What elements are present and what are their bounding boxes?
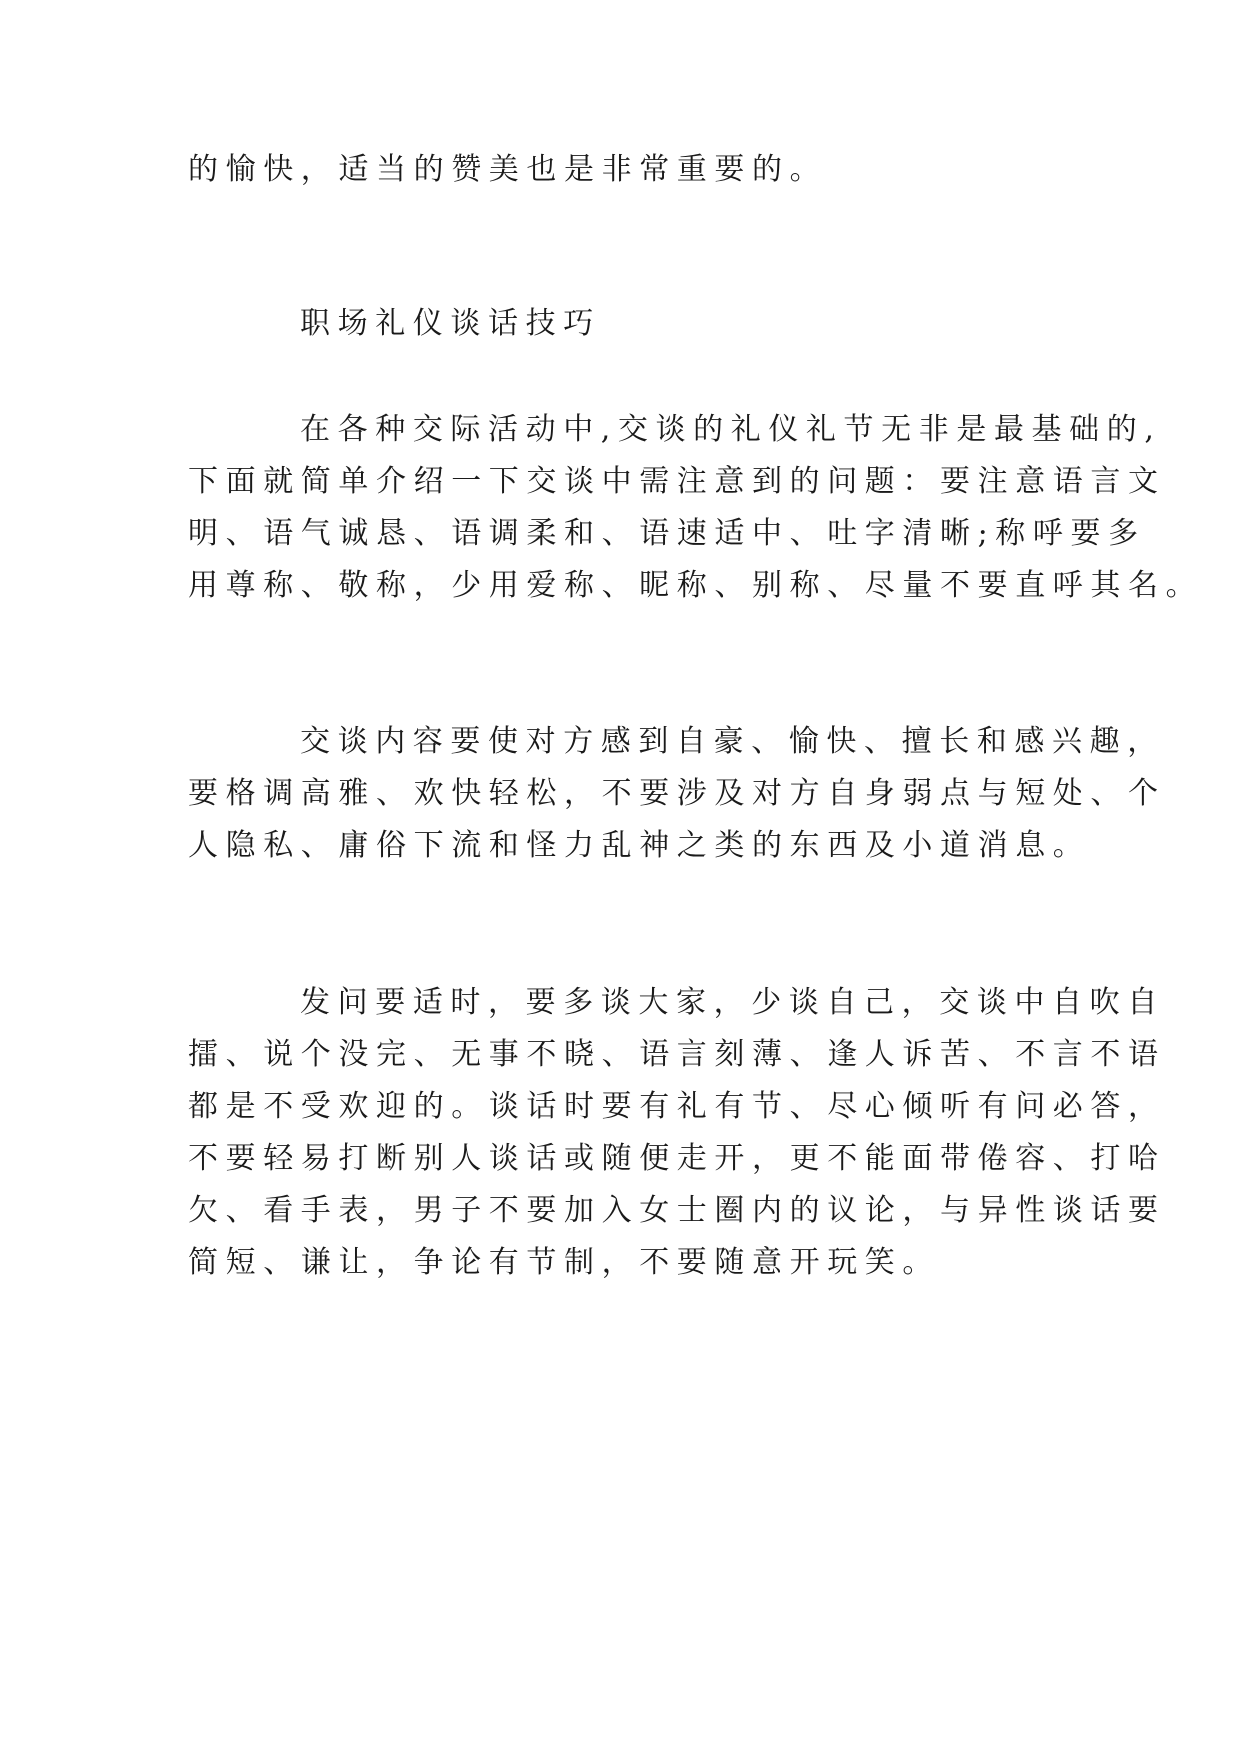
paragraph-continuation-line: 的愉快，适当的赞美也是非常重要的。	[188, 152, 828, 187]
paragraph-line: 擂、说个没完、无事不晓、语言刻薄、逢人诉苦、不言不语	[188, 1037, 1166, 1072]
paragraph-line: 在各种交际活动中,交谈的礼仪礼节无非是最基础的,	[300, 412, 1162, 447]
paragraph-line: 都是不受欢迎的。谈话时要有礼有节、尽心倾听有问必答，	[188, 1089, 1166, 1124]
paragraph-line: 简短、谦让，争论有节制，不要随意开玩笑。	[188, 1245, 940, 1280]
section-heading: 职场礼仪谈话技巧	[300, 306, 601, 341]
paragraph-line: 明、语气诚恳、语调柔和、语速适中、吐字清晰;称呼要多	[188, 516, 1146, 551]
paragraph-line: 欠、看手表，男子不要加入女士圈内的议论，与异性谈话要	[188, 1193, 1166, 1228]
paragraph-line: 下面就简单介绍一下交谈中需注意到的问题：要注意语言文	[188, 464, 1166, 499]
paragraph-line: 不要轻易打断别人谈话或随便走开，更不能面带倦容、打哈	[188, 1141, 1166, 1176]
paragraph-line: 要格调高雅、欢快轻松，不要涉及对方自身弱点与短处、个	[188, 776, 1166, 811]
paragraph-line: 发问要适时，要多谈大家，少谈自己，交谈中自吹自	[300, 985, 1165, 1020]
paragraph-line: 用尊称、敬称，少用爱称、昵称、别称、尽量不要直呼其名。	[188, 568, 1204, 603]
paragraph-line: 人隐私、庸俗下流和怪力乱神之类的东西及小道消息。	[188, 828, 1091, 863]
paragraph-line: 交谈内容要使对方感到自豪、愉快、擅长和感兴趣，	[300, 724, 1165, 759]
